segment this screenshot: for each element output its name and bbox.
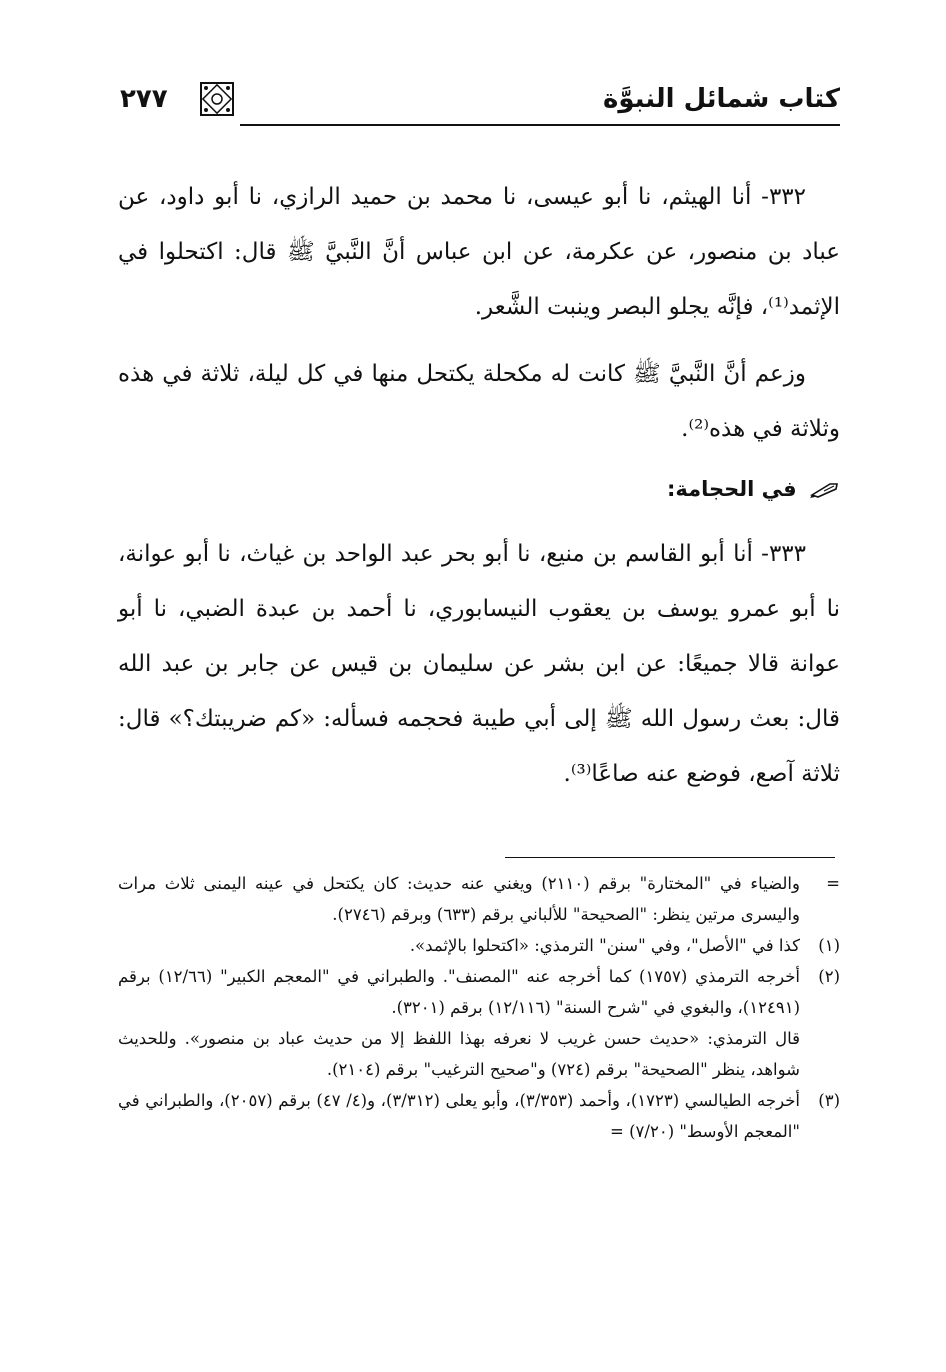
footnote-continuation xyxy=(118,868,840,930)
footnote-3 xyxy=(118,1085,840,1147)
footnote-marker: (١) xyxy=(818,936,840,955)
page-number: ٢٧٧ xyxy=(120,84,168,114)
footnote-text: قال الترمذي: «حديث حسن غريب لا نعرفه بهذا اللفظ إلا من حديث عباد بن منصور». وللحديث شواهد، ينظر "الصحيحة" برقم (٧٢٤) و"صحيح الترغيب" برقم (٢١٠٤). xyxy=(118,1029,800,1079)
footnotes xyxy=(118,868,840,1147)
footnote-text: أخرجه الترمذي (١٧٥٧) كما أخرجه عنه "المصنف". والطبراني في "المعجم الكبير" (١٢/٦٦) برقم (١٢٤٩١)، والبغوي في "شرح السنة" (١٢/١١٦) برقم (٣٢٠١). xyxy=(118,967,800,1017)
footnote-marker: = xyxy=(826,874,840,893)
ornament-icon xyxy=(198,80,236,118)
main-text xyxy=(118,170,840,802)
footnote-text: أخرجه الطيالسي (١٧٢٣)، وأحمد (٣/٣٥٣)، وأبو يعلى (٣/٣١٢)، و(٤/ ٤٧) برقم (٢٠٥٧)، والطبراني في "المعجم الأوسط" (٧/٢٠) = xyxy=(118,1091,800,1141)
section-heading-text: في الحجامة: xyxy=(667,477,797,501)
footnote-1 xyxy=(118,930,840,961)
footnote-separator xyxy=(505,857,835,858)
footnote-2 xyxy=(118,961,840,1085)
header-rule xyxy=(240,124,840,126)
footnote-marker: (٣) xyxy=(818,1091,840,1110)
footnote-text: كذا في "الأصل"، وفي "سنن" الترمذي: «اكتحلوا بالإثمد». xyxy=(409,936,800,955)
section-heading xyxy=(118,465,840,513)
pen-icon xyxy=(810,481,840,499)
running-title: كتاب شمائل النبوَّة xyxy=(602,84,840,114)
footnote-marker: (٢) xyxy=(818,967,840,986)
hadith-332-continuation: وزعم أنَّ النَّبيَّ ﷺ كانت له مكحلة يكتحل منها في كل ليلة، ثلاثة في هذه وثلاثة في هذه⁽²⁾. xyxy=(118,361,840,442)
footnote-text: والضياء في "المختارة" برقم (٢١١٠) ويغني عنه حديث: كان يكتحل في عينه اليمنى ثلاث مرات واليسرى مرتين ينظر: "الصحيحة" للألباني برقم (٦٣٣) وبرقم (٢٧٤٦). xyxy=(118,874,800,924)
hadith-332: ٣٣٢- أنا الهيثم، نا أبو عيسى، نا محمد بن حميد الرازي، نا أبو داود، عن عباد بن منصور، عن عكرمة، عن ابن عباس أنَّ النَّبيَّ ﷺ قال: اكتحلوا في الإثمد⁽¹⁾، فإنَّه يجلو البصر وينبت الشَّعر. xyxy=(118,184,840,320)
page-header xyxy=(120,80,840,132)
hadith-333: ٣٣٣- أنا أبو القاسم بن منيع، نا أبو بحر عبد الواحد بن غياث، نا أبو عوانة، نا أبو عمرو يوسف بن يعقوب النيسابوري، نا أحمد بن عبدة الضبي، نا أبو عوانة قالا جميعًا: عن ابن بشر عن سليمان بن قيس عن جابر بن عبد الله قال: بعث رسول الله ﷺ إلى أبي طيبة فحجمه فسأله: «كم ضريبتك؟» قال: ثلاثة آصع، فوضع عنه صاعًا⁽³⁾. xyxy=(118,541,841,787)
